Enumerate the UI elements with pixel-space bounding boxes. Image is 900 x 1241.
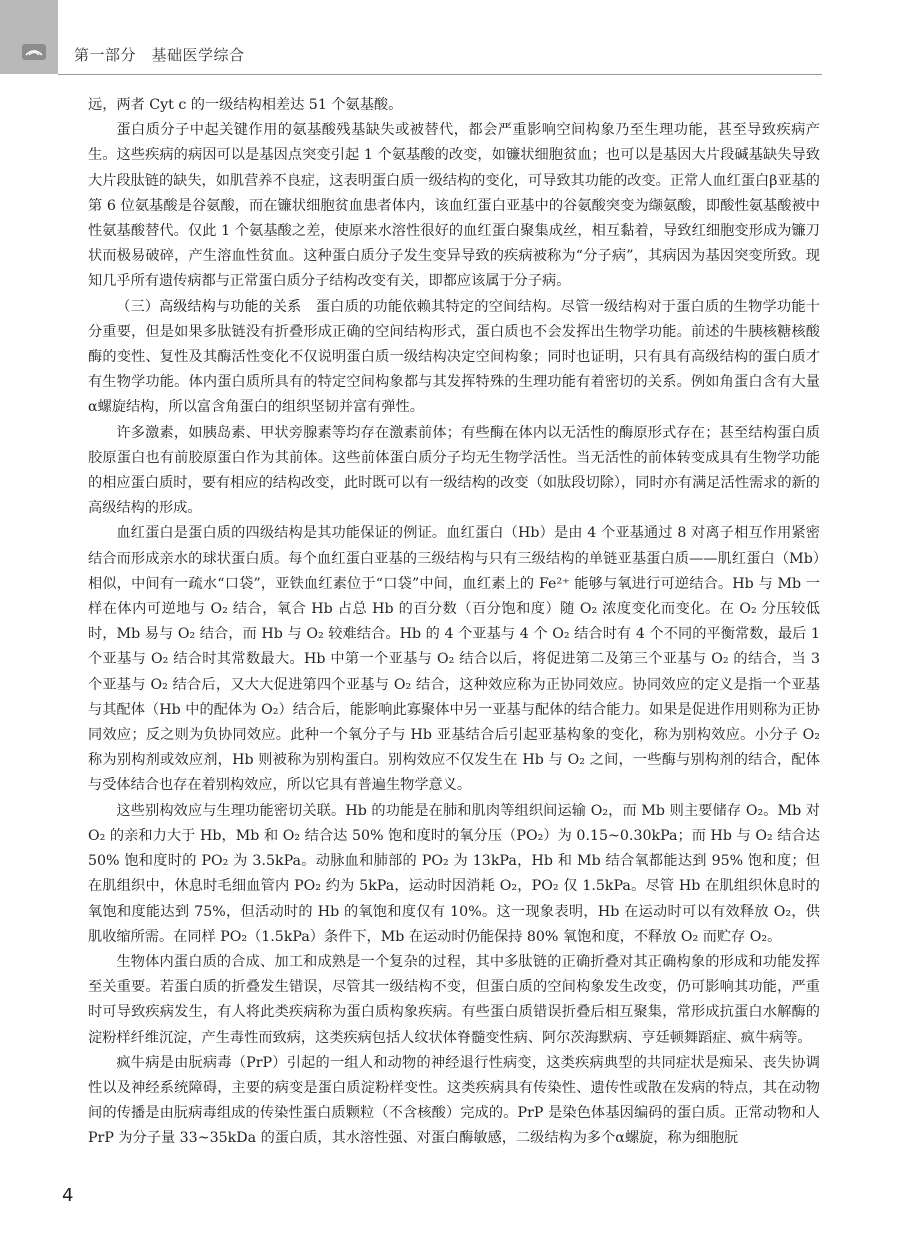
paragraph-misfolding: 生物体内蛋白质的合成、加工和成熟是一个复杂的过程，其中多肽链的正确折叠对其正确构象的形成和功能发挥至关重要。若蛋白质的折叠发生错误，尽管其一级结构不变，但蛋白质的空间构象发生改变，仍可影响其功能，严重时可导致疾病发生，有人将此类疾病称为蛋白质构象疾病。有些蛋白质错误折叠后相互聚集，常形成抗蛋白水解酶的淀粉样纤维沉淀，产生毒性而致病，这类疾病包括人纹状体脊髓变性病、阿尔茨海默病、亨廷顿舞蹈症、疯牛病等。: [88, 953, 820, 1046]
running-header-title: 第一部分 基础医学综合: [74, 46, 245, 64]
book-logo-icon: [22, 44, 46, 60]
header-divider: [58, 74, 822, 75]
paragraph-precursors: 许多激素，如胰岛素、甲状旁腺素等均存在激素前体；有些酶在体内以无活性的酶原形式存在；甚至结构蛋白质胶原蛋白也有前胶原蛋白作为其前体。这些前体蛋白质分子均无生物学活性。当无活性的前体转变成具有生物学功能的相应蛋白质时，要有相应的结构改变，此时既可以有一级结构的改变（如肽段切除），同时亦有满足活性需求的新的高级结构的形成。: [88, 424, 820, 517]
page-number: 4: [62, 1185, 74, 1206]
body-text: [88, 93, 820, 1152]
section-heading: （三）高级结构与功能的关系: [116, 298, 302, 315]
section-three-text: 蛋白质的功能依赖其特定的空间结构。尽管一级结构对于蛋白质的生物学功能十分重要，但是如果多肽链没有折叠形成正确的空间结构形式，蛋白质也不会发挥出生物学功能。前述的牛胰核糖核酸酶的变性、复性及其酶活性变化不仅说明蛋白质一级结构决定空间构象；同时也证明，只有具有高级结构的蛋白质才有生物学功能。体内蛋白质所具有的特定空间构象都与其发挥特殊的生理功能有着密切的关系。例如角蛋白含有大量α螺旋结构，所以富含角蛋白的组织坚韧并富有弹性。: [88, 298, 820, 416]
paragraph-section-three: [88, 295, 820, 421]
paragraph-hemoglobin: 血红蛋白是蛋白质的四级结构是其功能保证的例证。血红蛋白（Hb）是由 4 个亚基通过 8 对离子相互作用紧密结合而形成亲水的球状蛋白质。每个血红蛋白亚基的三级结构与只有三级结构的单链亚基蛋白质——肌红蛋白（Mb）相似，中间有一疏水“口袋”，亚铁血红素位于“口袋”中间，血红素上的 Fe²⁺ 能够与氧进行可逆结合。Hb 与 Mb 一样在体内可逆地与 O₂ 结合，氧合 Hb 占总 Hb 的百分数（百分饱和度）随 O₂ 浓度变化而变化。在 O₂ 分压较低时，Mb 易与 O₂ 结合，而 Hb 与 O₂ 较难结合。Hb 的 4 个亚基与 4 个 O₂ 结合时有 4 个不同的平衡常数，最后 1 个亚基与 O₂ 结合时其常数最大。Hb 中第一个亚基与 O₂ 结合以后，将促进第二及第三个亚基与 O₂ 的结合，当 3 个亚基与 O₂ 结合后，又大大促进第四个亚基与 O₂ 结合，这种效应称为正协同效应。协同效应的定义是指一个亚基与其配体（Hb 中的配体为 O₂）结合后，能影响此寡聚体中另一亚基与配体的结合能力。如果是促进作用则称为正协同效应；反之则为负协同效应。此种一个氧分子与 Hb 亚基结合后引起亚基构象的变化，称为别构效应。小分子 O₂ 称为别构剂或效应剂，Hb 则被称为别构蛋白。别构效应不仅发生在 Hb 与 O₂ 之间，一些酶与别构剂的结合，配体与受体结合也存在着别构效应，所以它具有普遍生物学意义。: [88, 525, 820, 794]
paragraph-allosteric-physiology: 这些别构效应与生理功能密切关联。Hb 的功能是在肺和肌肉等组织间运输 O₂，而 Mb 则主要储存 O₂。Mb 对 O₂ 的亲和力大于 Hb，Mb 和 O₂ 结合达 50% 饱和度时的氧分压（PO₂）为 0.15~0.30kPa；而 Hb 与 O₂ 结合达 50% 饱和度时的 PO₂ 为 3.5kPa。动脉血和肺部的 PO₂ 为 13kPa，Hb 和 Mb 结合氧都能达到 95% 饱和度；但在肌组织中，休息时毛细血管内 PO₂ 约为 5kPa，运动时因消耗 O₂，PO₂ 仅 1.5kPa。尽管 Hb 在肌组织休息时的氧饱和度能达到 75%，但活动时的 Hb 的氧饱和度仅有 10%。这一现象表明，Hb 在运动时可以有效释放 O₂，供肌收缩所需。在同样 PO₂（1.5kPa）条件下，Mb 在运动时仍能保持 80% 氧饱和度，不释放 O₂ 而贮存 O₂。: [88, 802, 820, 945]
book-logo-glyph: [25, 47, 43, 57]
paragraph-continuation: 远，两者 Cyt c 的一级结构相差达 51 个氨基酸。: [88, 97, 403, 113]
header-gray-strip: [0, 0, 58, 74]
paragraph-primary-structure-disease: 蛋白质分子中起关键作用的氨基酸残基缺失或被替代，都会严重影响空间构象乃至生理功能，甚至导致疾病产生。这些疾病的病因可以是基因点突变引起 1 个氨基酸的改变，如镰状细胞贫血；也可以是基因大片段碱基缺失导致大片段肽链的缺失，如肌营养不良症，这表明蛋白质一级结构的变化，可导致其功能的改变。正常人血红蛋白β亚基的第 6 位氨基酸是谷氨酸，而在镰状细胞贫血患者体内，该血红蛋白亚基中的谷氨酸突变为缬氨酸，即酸性氨基酸被中性氨基酸替代。仅此 1 个氨基酸之差，使原来水溶性很好的血红蛋白聚集成丝，相互黏着，导致红细胞变形成为镰刀状而极易破碎，产生溶血性贫血。这种蛋白质分子发生变异导致的疾病被称为“分子病”，其病因为基因突变所致。现知几乎所有遗传病都与正常蛋白质分子结构改变有关，即都应该属于分子病。: [88, 122, 820, 290]
paragraph-prion: 疯牛病是由朊病毒（PrP）引起的一组人和动物的神经退行性病变，这类疾病典型的共同症状是痴呆、丧失协调性以及神经系统障碍，主要的病变是蛋白质淀粉样变性。这类疾病具有传染性、遗传性或散在发病的特点，其在动物间的传播是由朊病毒组成的传染性蛋白质颗粒（不含核酸）完成的。PrP 是染色体基因编码的蛋白质。正常动物和人 PrP 为分子量 33~35kDa 的蛋白质，其水溶性强、对蛋白酶敏感，二级结构为多个α螺旋，称为细胞朊: [88, 1054, 820, 1147]
